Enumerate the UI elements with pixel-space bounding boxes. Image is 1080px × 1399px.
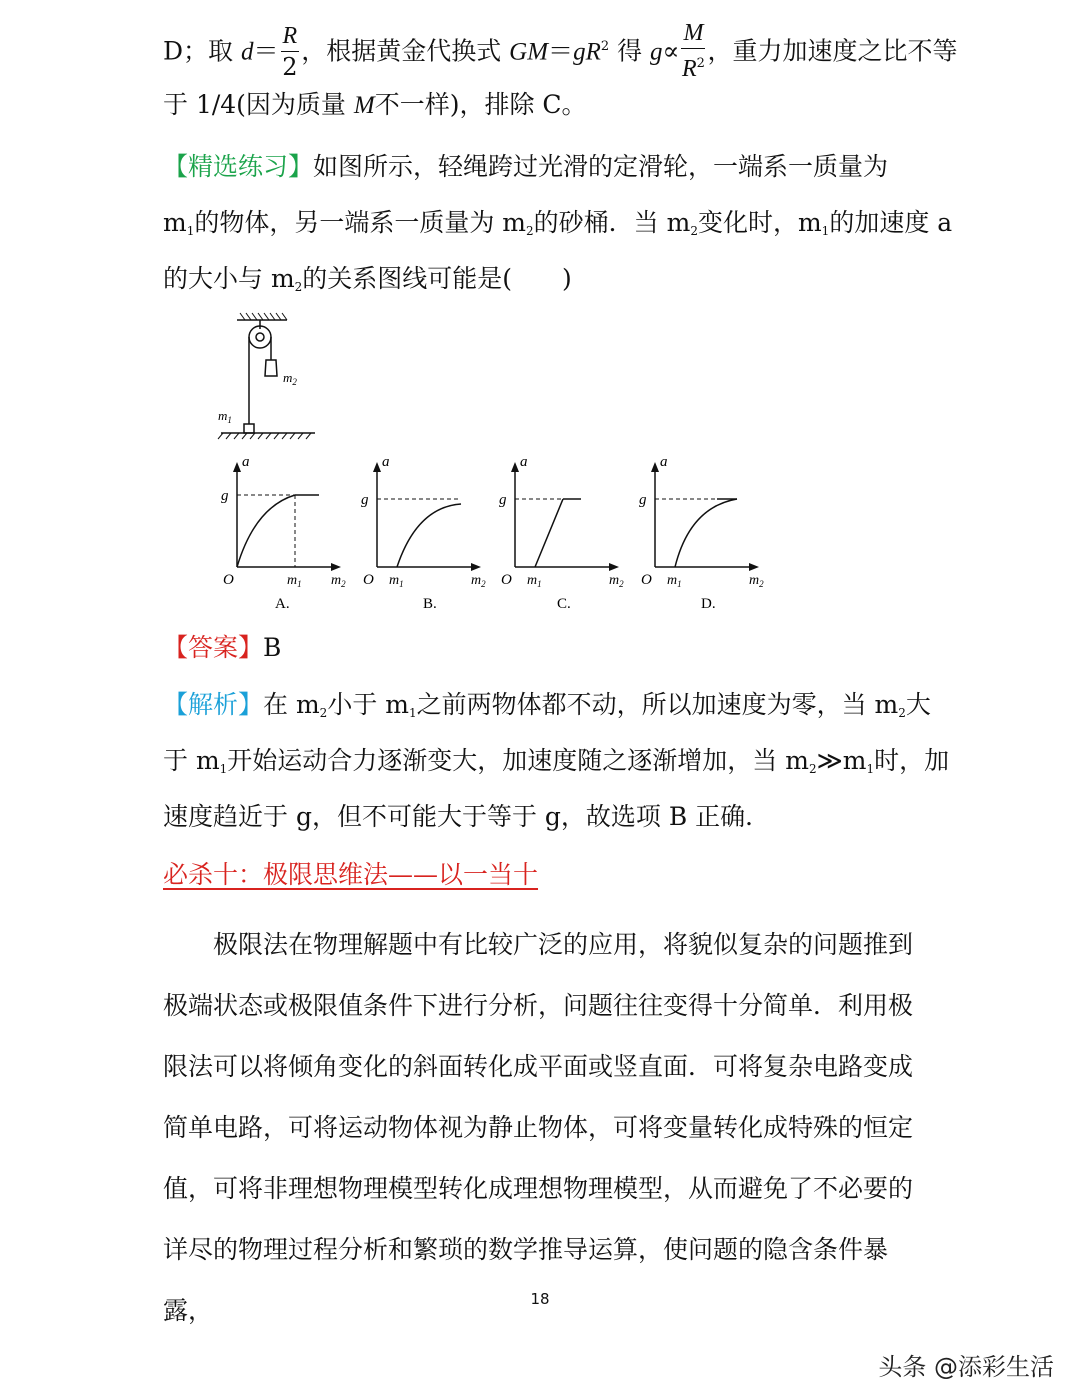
watermark: 头条 @添彩生活 bbox=[878, 1353, 1054, 1381]
page-number: 18 bbox=[530, 1290, 550, 1308]
text: 速度趋近于 g，但不可能大于等于 g，故选项 B 正确． bbox=[163, 802, 771, 831]
tick-m2: $m_2$ bbox=[749, 573, 764, 589]
tick-m1: $m_1$ bbox=[287, 573, 302, 589]
analysis-line-3 bbox=[163, 802, 770, 832]
subscript: 2 bbox=[898, 706, 906, 720]
analysis-line-2 bbox=[163, 746, 949, 784]
equals: ＝ bbox=[548, 36, 574, 66]
curve-b bbox=[397, 504, 461, 567]
text: 变化时，m bbox=[697, 208, 822, 237]
text: 的物体，另一端系一质量为 m bbox=[194, 208, 527, 237]
curve-d bbox=[675, 499, 737, 567]
origin-label: O bbox=[363, 572, 374, 588]
exercise-tag: 【精选练习】 bbox=[163, 152, 314, 181]
text: 的砂桶．当 m bbox=[533, 208, 691, 237]
label-m2: $m_2$ bbox=[283, 370, 297, 387]
option-d-label: D. bbox=[701, 596, 716, 612]
text: 的加速度 a bbox=[829, 208, 953, 237]
option-c-label: C. bbox=[557, 596, 571, 612]
axis-g-label: g bbox=[221, 488, 229, 504]
exercise-line-3 bbox=[163, 264, 572, 302]
floor-hatch bbox=[218, 433, 311, 439]
x-arrow bbox=[609, 563, 619, 571]
text: ，根据黄金代换式 bbox=[301, 36, 502, 66]
origin-label: O bbox=[501, 572, 512, 588]
text: 于 m bbox=[163, 746, 220, 775]
text: 的大小与 m bbox=[163, 264, 295, 293]
axis-a-label: a bbox=[660, 454, 668, 470]
fraction-r-over-2 bbox=[281, 21, 300, 82]
text: 于 1/4(因为质量 bbox=[163, 90, 346, 119]
tick-m2: $m_2$ bbox=[471, 573, 486, 589]
answer-tag: 【答案】 bbox=[163, 633, 264, 662]
origin-label: O bbox=[641, 572, 652, 588]
text: D；取 bbox=[163, 36, 234, 66]
axis-a-label: a bbox=[242, 454, 250, 470]
text: ，重力加速度之比不等 bbox=[707, 36, 958, 66]
graph-c bbox=[499, 454, 624, 612]
graph-a bbox=[221, 454, 346, 612]
x-arrow bbox=[749, 563, 759, 571]
axis-g-label: g bbox=[639, 492, 647, 508]
tick-m1: $m_1$ bbox=[389, 573, 404, 589]
text: m bbox=[163, 208, 187, 237]
fraction-m-over-r2 bbox=[681, 18, 705, 84]
tick-m1: $m_1$ bbox=[527, 573, 542, 589]
y-arrow bbox=[233, 462, 241, 472]
origin-label: O bbox=[223, 572, 234, 588]
text: 在 m bbox=[263, 690, 320, 719]
block-m1 bbox=[244, 424, 254, 433]
y-arrow bbox=[511, 462, 519, 472]
text: 小于 m bbox=[327, 690, 409, 719]
subscript: 2 bbox=[690, 224, 698, 238]
formula-line-2 bbox=[163, 90, 587, 121]
section-heading bbox=[163, 860, 538, 890]
answer-value: B bbox=[263, 633, 282, 662]
axis-a-label: a bbox=[520, 454, 528, 470]
y-arrow bbox=[373, 462, 381, 472]
subscript: 2 bbox=[294, 280, 303, 294]
variable-g: g bbox=[650, 38, 663, 66]
line-c bbox=[535, 499, 563, 567]
option-a-label: A. bbox=[275, 596, 290, 612]
text: 得 bbox=[617, 36, 643, 66]
pulley-axle bbox=[256, 333, 264, 341]
subscript: 2 bbox=[319, 706, 328, 720]
text: 如图所示，轻绳跨过光滑的定滑轮，一端系一质量为 bbox=[313, 152, 889, 181]
tick-m2: $m_2$ bbox=[609, 573, 624, 589]
subscript: 1 bbox=[186, 224, 195, 238]
answer-line bbox=[163, 633, 281, 663]
subscript: 1 bbox=[866, 762, 875, 776]
analysis-tag: 【解析】 bbox=[163, 690, 264, 719]
tick-m2: $m_2$ bbox=[331, 573, 346, 589]
formula-line-1 bbox=[163, 20, 957, 86]
formula-gr: gR bbox=[573, 38, 601, 66]
section-heading-text: 必杀十：极限思维法——以一当十 bbox=[163, 860, 539, 889]
physics-figure bbox=[215, 312, 775, 621]
subscript: 1 bbox=[821, 224, 830, 238]
sand-bucket bbox=[265, 360, 277, 376]
ceiling-hatch bbox=[240, 313, 287, 320]
fraction-numerator: R bbox=[281, 21, 300, 52]
subscript: 2 bbox=[808, 762, 817, 776]
label-m1: $m_1$ bbox=[218, 408, 232, 425]
pulley-diagram bbox=[218, 313, 315, 439]
subscript: 1 bbox=[219, 762, 228, 776]
text: 的关系图线可能是( ) bbox=[302, 264, 572, 293]
fraction-denominator: 2 bbox=[282, 52, 298, 81]
proportional-symbol: ∝ bbox=[662, 36, 680, 66]
superscript: 2 bbox=[600, 39, 610, 55]
axis-a-label: a bbox=[382, 454, 390, 470]
fraction-numerator: M bbox=[681, 18, 705, 49]
text: 开始运动合力逐渐变大，加速度随之逐渐增加，当 m bbox=[227, 746, 809, 775]
text: 时，加 bbox=[874, 746, 950, 775]
analysis-line-1 bbox=[163, 690, 931, 728]
text: ≫m bbox=[816, 746, 867, 775]
x-arrow bbox=[331, 563, 341, 571]
text: 之前两物体都不动，所以加速度为零，当 m bbox=[416, 690, 899, 719]
formula-gm: GM bbox=[509, 38, 549, 66]
subscript: 1 bbox=[408, 706, 417, 720]
exercise-line-1 bbox=[163, 152, 888, 182]
subscript: 2 bbox=[526, 224, 534, 238]
axis-g-label: g bbox=[361, 492, 369, 508]
y-arrow bbox=[651, 462, 659, 472]
graph-d bbox=[639, 454, 764, 612]
text: 大 bbox=[905, 690, 931, 719]
equals: ＝ bbox=[253, 36, 279, 66]
exercise-line-2 bbox=[163, 208, 952, 246]
superscript: 2 bbox=[696, 56, 705, 71]
x-arrow bbox=[471, 563, 481, 571]
curve-a bbox=[237, 495, 295, 567]
variable-m: M bbox=[353, 92, 375, 119]
text: 不一样)，排除 C。 bbox=[374, 90, 587, 119]
tick-m1: $m_1$ bbox=[667, 573, 682, 589]
graph-b bbox=[361, 454, 486, 612]
pulley-wheel bbox=[249, 326, 271, 348]
variable-d: d bbox=[241, 38, 254, 66]
option-b-label: B. bbox=[423, 596, 437, 612]
fraction-denominator: R bbox=[681, 56, 697, 82]
figure-svg bbox=[215, 312, 775, 617]
axis-g-label: g bbox=[499, 492, 507, 508]
section-paragraph: 极限法在物理解题中有比较广泛的应用，将貌似复杂的问题推到极端状态或极限值条件下进行分析，问题往往变得十分简单．利用极限法可以将倾角变化的斜面转化成平面或竖直面．可将复杂电路变成简单电路，可将运动物体视为静止物体，可将变量转化成特殊的恒定值，可将非理想物理模型转化成理想物理模型，从而避免了不必要的详尽的物理过程分析和繁琐的数学推导运算，使问题的隐含条件暴露， bbox=[163, 930, 914, 1325]
